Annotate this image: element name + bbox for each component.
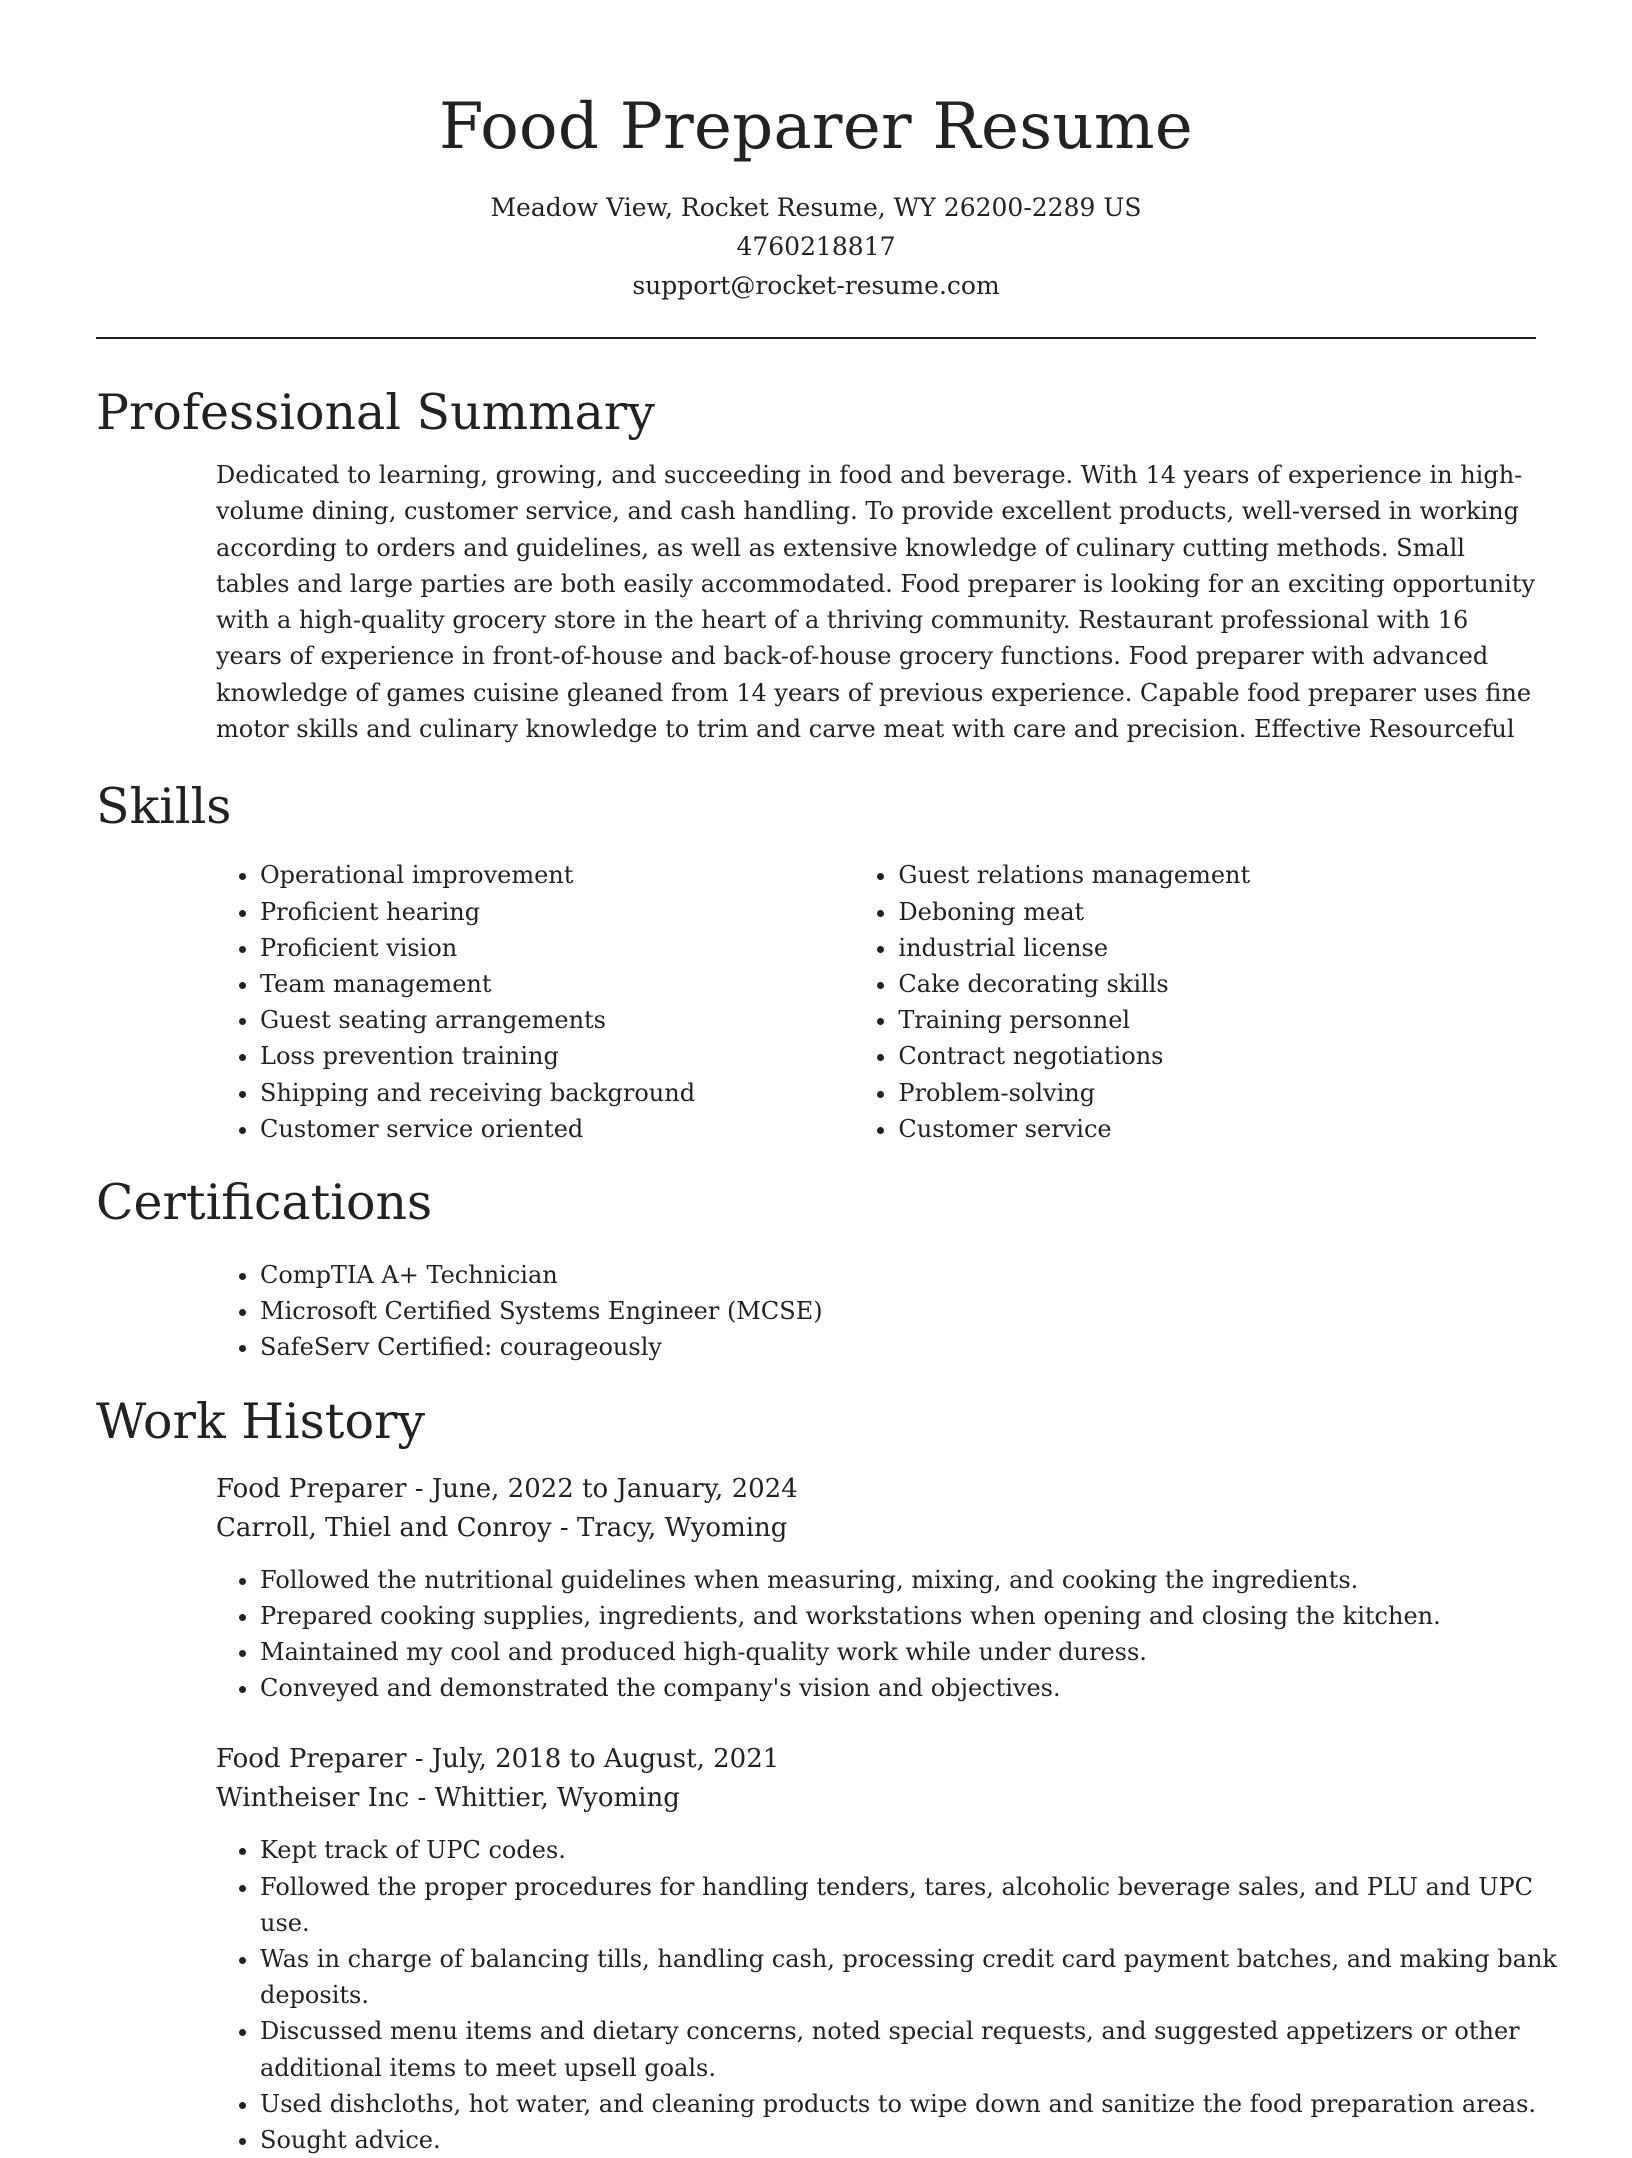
- skill-item: • Deboning meat: [898, 894, 1536, 930]
- job-entry: [216, 1740, 1557, 2158]
- skills-column-left: [216, 857, 854, 1147]
- contact-phone: 4760218817: [736, 232, 896, 261]
- job-duty: • Used dishcloths, hot water, and cleaning products to wipe down and sanitize the food preparation areas.: [260, 2086, 1580, 2122]
- job-duties-list: [216, 1832, 1580, 2158]
- skill-item: • Contract negotiations: [898, 1038, 1536, 1074]
- job-title-line: [216, 1470, 1536, 1509]
- job-entry: [216, 1470, 1536, 1707]
- job-company-line: [216, 1779, 1536, 1818]
- job-company-line: [216, 1509, 1536, 1548]
- job-company: Wintheiser Inc: [216, 1783, 410, 1814]
- job-duty: • Maintained my cool and produced high-quality work while under duress.: [260, 1634, 1580, 1670]
- summary-text: Dedicated to learning, growing, and succeeding in food and beverage. With 14 years of experience in high-volume dining, customer service, and cash handling. To provide excellent products, well-versed in working according to orders and guidelines, as well as extensive knowledge of culinary cutting methods. Small tables and large parties are both easily accommodated. Food preparer is looking for an exciting opportunity with a high-quality grocery store in the heart of a thriving community. Restaurant professional with 16 years of experience in front-of-house and back-of-house grocery functions. Food preparer with advanced knowledge of games cuisine gleaned from 14 years of previous experience. Capable food preparer uses fine motor skills and culinary knowledge to trim and carve meat with care and precision. Effective Resourceful: [216, 461, 1536, 744]
- certification-item: • Microsoft Certified Systems Engineer (MCSE): [260, 1293, 1536, 1329]
- job-location: - Whittier, Wyoming: [409, 1783, 680, 1814]
- certification-item: • SafeServ Certified: courageously: [260, 1329, 1536, 1365]
- skills-heading: Skills: [96, 778, 232, 836]
- job-duties-list: [216, 1562, 1580, 1707]
- job-duty: • Followed the nutritional guidelines when measuring, mixing, and cooking the ingredients.: [260, 1562, 1580, 1598]
- skill-item: • industrial license: [898, 930, 1536, 966]
- work-history-heading: Work History: [96, 1392, 426, 1450]
- job-duty: • Was in charge of balancing tills, handling cash, processing credit card payment batches, and making bank deposits.: [260, 1941, 1580, 2013]
- skill-item: • Operational improvement: [260, 857, 854, 893]
- skill-item: • Team management: [260, 966, 854, 1002]
- job-duty: • Conveyed and demonstrated the company's vision and objectives.: [260, 1670, 1580, 1706]
- skill-item: • Guest seating arrangements: [260, 1002, 854, 1038]
- job-dates: - July, 2018 to August, 2021: [406, 1744, 780, 1775]
- job-duty: • Sought advice.: [260, 2122, 1580, 2158]
- skill-item: • Customer service oriented: [260, 1111, 854, 1147]
- resume-page: [96, 0, 1557, 2158]
- job-duty: • Discussed menu items and dietary concerns, noted special requests, and suggested appetizers or other additional items to meet upsell goals.: [260, 2013, 1580, 2085]
- skill-item: • Problem-solving: [898, 1075, 1536, 1111]
- skill-item: • Loss prevention training: [260, 1038, 854, 1074]
- skill-item: • Training personnel: [898, 1002, 1536, 1038]
- contact-email: support@rocket-resume.com: [632, 271, 1000, 300]
- skill-item: • Cake decorating skills: [898, 966, 1536, 1002]
- job-title: Food Preparer: [216, 1744, 407, 1775]
- skill-item: • Guest relations management: [898, 857, 1536, 893]
- job-company: Carroll, Thiel and Conroy: [216, 1512, 552, 1543]
- resume-title: Food Preparer Resume: [438, 90, 1194, 164]
- skill-item: • Customer service: [898, 1111, 1536, 1147]
- certifications-heading: Certifications: [96, 1174, 433, 1231]
- contact-address: Meadow View, Rocket Resume, WY 26200-2289 US: [490, 193, 1142, 222]
- contact-block: [96, 188, 1536, 305]
- job-dates: - June, 2022 to January, 2024: [406, 1473, 798, 1504]
- job-duty: • Followed the proper procedures for handling tenders, tares, alcoholic beverage sales, and PLU and UPC use.: [260, 1869, 1580, 1941]
- skill-item: • Shipping and receiving background: [260, 1075, 854, 1111]
- job-location: - Tracy, Wyoming: [551, 1512, 788, 1543]
- skill-item: • Proficient hearing: [260, 894, 854, 930]
- header-divider: [96, 337, 1536, 339]
- skills-grid: [216, 857, 1536, 1147]
- certifications-list: [216, 1257, 1536, 1366]
- job-duty: • Prepared cooking supplies, ingredients, and workstations when opening and closing the kitchen.: [260, 1598, 1580, 1634]
- skill-item: • Proficient vision: [260, 930, 854, 966]
- skills-column-right: [854, 857, 1536, 1147]
- job-duty: • Kept track of UPC codes.: [260, 1832, 1580, 1868]
- summary-heading: Professional Summary: [96, 384, 655, 441]
- certification-item: • CompTIA A+ Technician: [260, 1257, 1536, 1293]
- job-title-line: [216, 1740, 1536, 1779]
- job-title: Food Preparer: [216, 1473, 407, 1504]
